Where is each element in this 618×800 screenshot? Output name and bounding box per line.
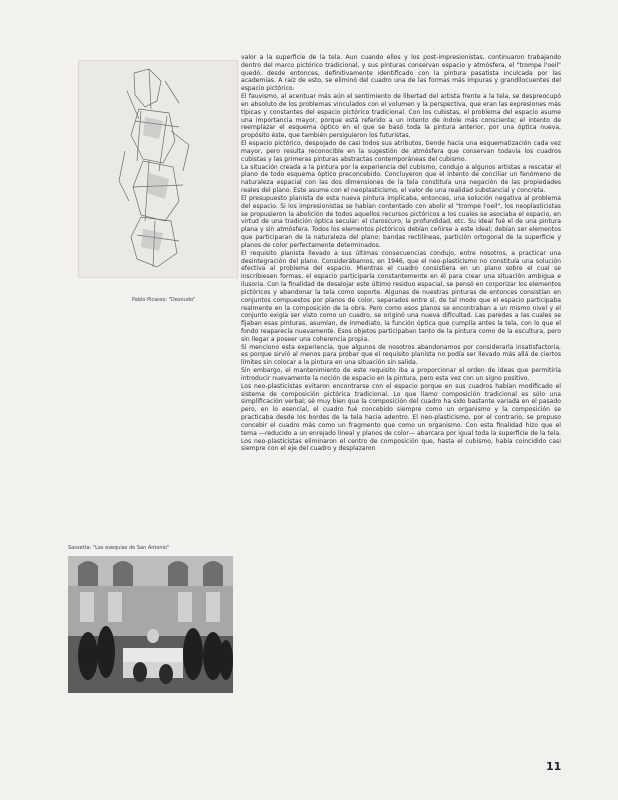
picasso-nude-image [78,60,238,278]
paragraph: El presupuesto planista de esta nueva pintura implicaba, entonces, una solución negativa al problema del espacio. Si los impresionistas se habían contentado con abolir el "trompe l'oeil", los neoplasticistas se propusieron la abolición de todos aquellos recursos pictóricos a los cuales se asociaba el espacio, en virtud de una tradición óptica secular: el claroscuro, la profundidad, etc. Su ideal fué el de una pintura plana y sin atmósfera. Todos los elementos pictóricos debían ceñirse a este ideal; debían ser elementos que participaran de la naturaleza del plano: bandas rectilíneas, partición ortogonal de la superficie y planos de color perfectamente determinados. [241,194,561,249]
paragraph: El fauvismo, al acentuar más aún el sentimiento de libertad del artista frente a la tela, se despreocupó en absoluto de los problemas vinculados con el volumen y la perspectiva, que eran las expresiones más típicas y constantes del espacio pictórico tradicional. Con los cubistas, el problema del espacio asume una importancia mayor, porque está referido a un intento de índole más consciente; el intento de reemplazar el esquema óptico en el que se basó toda la pintura anterior, por una óptica nueva, propósito éste, que también persiguieron los futuristas. [241,93,561,140]
paragraph: El requisito planista llevado a sus últimas consecuencias condujo, entre nosotros, a practicar una desintegración del plano. Considerábamos, en 1946, que el neo-plasticismo no constituía una solución efectiva al problema del espacio. Mientras el cuadro consistiera en un plano sobre el cual se inscribiesen formas, el espacio participaría constantemente en él para crear una situación ambigua e ilusoria. Con la finalidad de desalojar este último residuo espacial, se pensó en corporizar los elementos pictóricos y abandonar la tela como soporte. Algunas de nuestras pinturas de entonces consistían en conjuntos compuestos por planos de color, separados entre sí, de tal modo que el espacio participaba realmente en la composición de la obra. Pero como esos planos se encontraban a un mismo nivel y el conjunto exigía ser visto como un cuadro, se originó una nueva dificultad. Las paredes a las cuales se fijaban esas pinturas, asumían, de inmediato, la función óptica que cumplía antes la tela, con lo que el fondo reaparecía nuevamente. Esos objetos participaban tanto de la pintura como de la escultura, pero sin llegar a poseer una coherencia propia. [241,249,561,343]
sassetta-caption: Sassetta: "Las exequias de San Antonio" [68,545,170,551]
paragraph: Si menciono esta experiencia, que algunos de nosotros abandonamos por considerarla insatisfactoria, es porque sirvió al menos para probar que el requisito planista no podía ser llevado más allá de ciertos límites sin colocar a la pintura en una situación sin salida. [241,343,561,367]
sassetta-painting-image [68,556,233,693]
article-text [241,54,561,453]
page-number: 11 [546,760,562,773]
paragraph: Los neo-plasticistas evitaron encontrarse con el espacio porque en sus cuadros habían modificado el sistema de composición pictórica tradicional. Lo que llamo composición tradicional es sólo una simplificación verbal; sé muy bien que la composición del cuadro ha sido bastante variada en el pasado pero, en lo esencial, el cuadro fué concebido siempre como un organismo y la composición se practicaba desde los bordes de la tela hacia adentro. El neo-plasticismo, por el contrario, se propuso concebir el cuadro más como un fragmento que como un organismo. Con esta finalidad hizo que el tema —reducido a un enrejado lineal y planos de color— abarcara por igual toda la superficie de la tela. Los neo-plasticistas eliminaron el centro de composición que, hasta el cubismo, había coincidido casi siempre con el eje del cuadro y desplazaron [241,382,561,453]
paragraph: valor a la superficie de la tela. Aun cuando ellos y los post-impresionistas, continuaron trabajando dentro del marco pictórico tradicional, y sus pinturas conservan espacio y atmósfera, el "trompe l'oeil" quedó, desde entonces, definitivamente identificado con la pintura pasatista inculcada por las academias. A raíz de esto, se eliminó del cuadro una de las formas más impuras y grandilocuentes del espacio pictórico. [241,54,561,93]
paragraph: Sin embargo, el mantenimiento de este requisito iba a proporcionar el orden de ideas que permitiría introducir nuevamente la noción de espacio en la pintura, pero esta vez con un signo positivo. [241,367,561,382]
paragraph: La situación creada a la pintura por la experiencia del cubismo, condujo a algunos artistas a rescatar el plano de todo esquema óptico preconcebido. Concluyeron que el intento de conciliar un fenómeno de naturaleza espacial con las dos dimensiones de la tela constituía una negación de las propiedades reales del plano. Este asume con el neoplasticismo, el valor de una realidad substancial y concreta. [241,163,561,195]
paragraph: El espacio pictórico, despojado de casi todos sus atributos, tiende hacia una esquematización cada vez mayor, pero resulta reconocible en la sugestión de atmósfera que conservan todavía los cuadros cubistas y las primeras pinturas abstractas contemporáneas del cubismo. [241,140,561,163]
picasso-caption: Pablo Picasso: "Desnudo" [132,297,196,303]
